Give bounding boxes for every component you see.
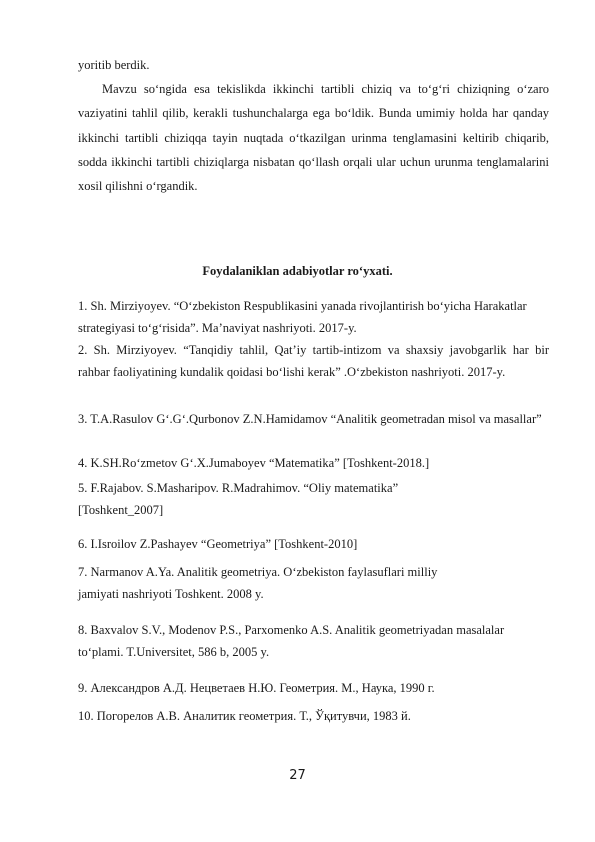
- reference-item: 8. Baxvalov S.V., Modenov P.S., Parxomenko A.S. Analitik geometriyadan masalalar to‘plami. T.Universitet, 586 b, 2005 y.: [78, 623, 505, 660]
- reference-item: 2. Sh. Mirziyoyev. “Tanqidiy tahlil, Qat’iy tartib-intizom va shaxsiy javobgarlik har bir rahbar faoliyatining kundalik qoidasi bo‘lishi kerak” .O‘zbekiston nashriyoti. 2017-y.: [78, 343, 549, 380]
- reference-item: 5. F.Rajabov. S.Masharipov. R.Madrahimov. “Oliy matematika” [Toshkent_2007]: [78, 481, 399, 518]
- reference-item: 3. T.A.Rasulov G‘.G‘.Qurbonov Z.N.Hamidamov “Analitik geometradan misol va masallar”: [78, 412, 542, 426]
- reference-item: 4. K.SH.Ro‘zmetov G‘.X.Jumaboyev “Matematika” [Toshkent-2018.]: [78, 456, 430, 470]
- conclusion-paragraph: Mavzu so‘ngida esa tekislikda ikkinchi tartibli chiziq va to‘g‘ri chiziqning o‘zaro vaziyatini tahlil qilib, kerakli tushunchalarga ega bo‘ldik. Bunda umimiy holda har qanday ikkinchi tartibli chiziqqa tayin nuqtada o‘tkazilgan urinma tenglamasini keltirib chiqarib, sodda ikkinchi tartibli chiziqlarga nisbatan qo‘llash orqali ular uchun urunma tenglamalarini xosil qilishni o‘rgandik.: [78, 82, 549, 194]
- page-number: 27: [289, 768, 306, 783]
- references-heading: Foydalaniklan adabiyotlar ro‘yxati.: [202, 264, 393, 278]
- continuation-text: yoritib berdik.: [78, 58, 150, 72]
- reference-item: 7. Narmanov A.Ya. Analitik geometriya. O‘zbekiston faylasuflari milliy jamiyati nashriyoti Toshkent. 2008 y.: [78, 565, 438, 602]
- reference-item: 1. Sh. Mirziyoyev. “O‘zbekiston Respublikasini yanada rivojlantirish bo‘yicha Harakatlar strategiyasi to‘g‘risida”. Ma’naviyat nashriyoti. 2017-y.: [78, 299, 527, 336]
- reference-item: 9. Александров А.Д. Нецветаев Н.Ю. Геометрия. М., Наука, 1990 г.: [78, 681, 435, 695]
- reference-item: 6. I.Isroilov Z.Pashayev “Geometriya” [Toshkent-2010]: [78, 537, 358, 551]
- reference-item: 10. Погорелов А.В. Аналитик геометрия. Т., Ўқитувчи, 1983 й.: [78, 709, 411, 723]
